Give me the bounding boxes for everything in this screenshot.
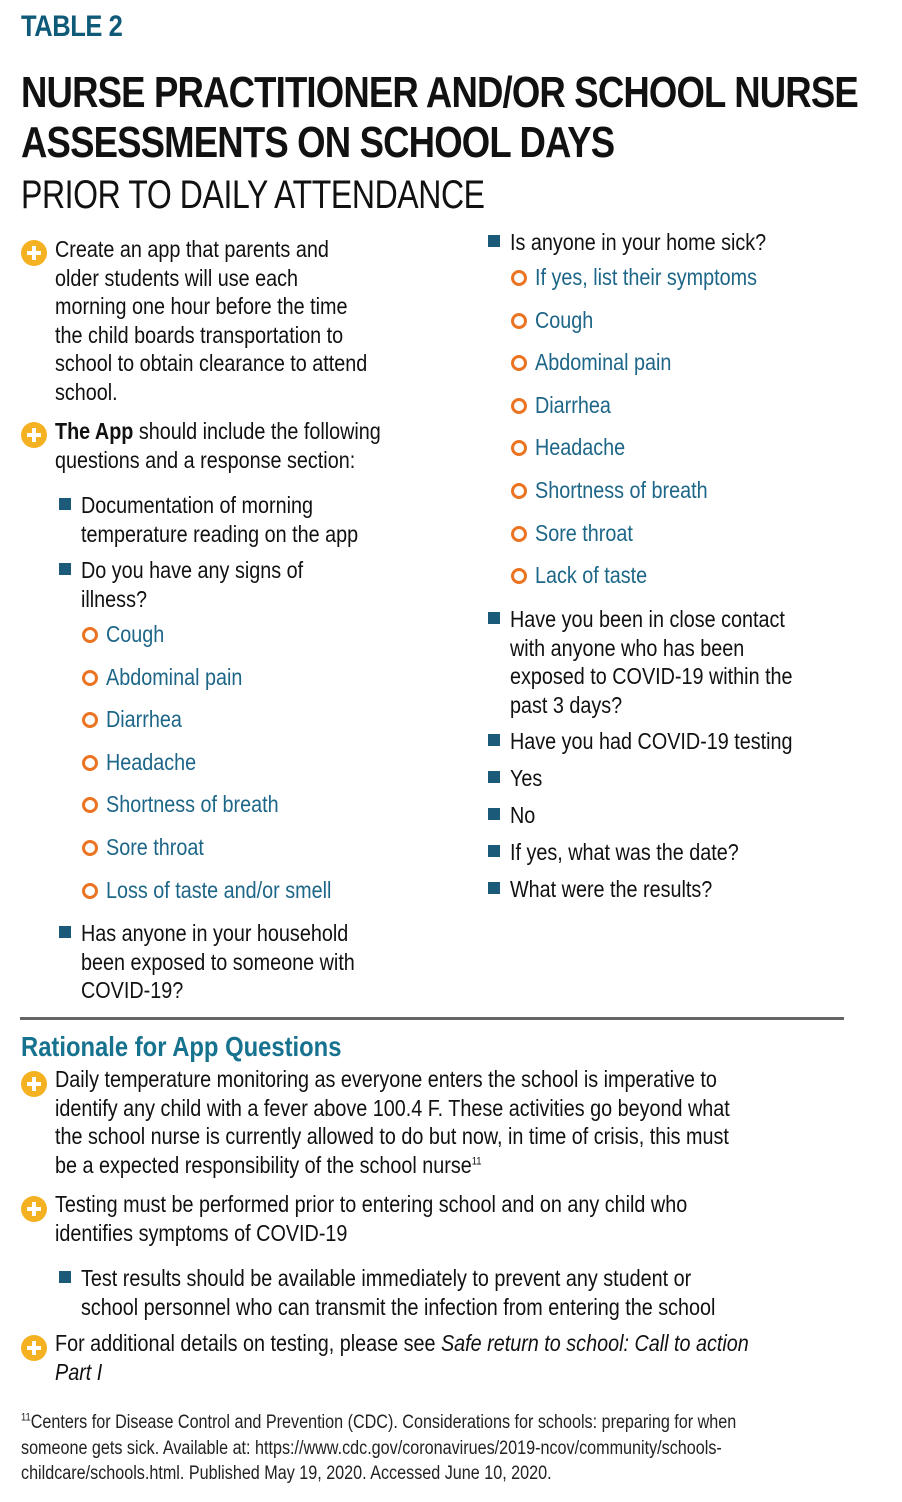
- square-bullet-icon: [488, 808, 500, 820]
- symptom-item: Abdominal pain: [535, 349, 672, 376]
- square-bullet-icon: [59, 1271, 71, 1283]
- symptom-item: If yes, list their symptoms: [535, 264, 758, 290]
- question-home-sick: Is anyone in your home sick?: [510, 229, 767, 255]
- app-bold: The App: [55, 418, 134, 444]
- page-title: NURSE PRACTITIONER AND/OR SCHOOL NURSE ASSESSMENTS ON SCHOOL DAYS: [21, 68, 858, 167]
- question-test-date: If yes, what was the date?: [510, 839, 739, 865]
- question-close-contact: Have you been in close contact with anyone who has been exposed to COVID-19 within the past 3 days?: [510, 606, 793, 718]
- square-bullet-icon: [59, 563, 71, 575]
- plus-bullet-icon: [21, 240, 47, 266]
- plus-bullet-icon: [21, 422, 47, 448]
- circle-bullet-icon: [511, 483, 527, 499]
- footnote: [21, 1410, 736, 1487]
- symptom-item: Abdominal pain: [106, 663, 243, 690]
- circle-bullet-icon: [82, 627, 98, 643]
- circle-bullet-icon: [511, 398, 527, 414]
- symptom-item: Cough: [106, 621, 165, 647]
- footnote-ref: 11: [471, 1154, 482, 1167]
- circle-bullet-icon: [82, 797, 98, 813]
- app-rest: should include the following questions and a response section:: [55, 418, 381, 473]
- symptom-item: Diarrhea: [535, 391, 611, 418]
- symptom-item: Shortness of breath: [106, 791, 279, 818]
- question-testing: Have you had COVID-19 testing: [510, 728, 793, 754]
- rationale-testing: Testing must be performed prior to entering school and on any child who identifies symptoms of COVID-19: [55, 1191, 688, 1246]
- page-subtitle: PRIOR TO DAILY ATTENDANCE: [21, 173, 485, 217]
- answer-yes: Yes: [510, 765, 543, 791]
- rationale-heading: Rationale for App Questions: [21, 1031, 342, 1062]
- intro-text: Create an app that parents and older students will use each morning one hour before the time the child boards transportation to school to obtain clearance to attend school.: [55, 236, 368, 405]
- symptom-item: Loss of taste and/or smell: [106, 876, 332, 903]
- symptom-item: Sore throat: [106, 834, 204, 860]
- square-bullet-icon: [488, 771, 500, 783]
- answer-no: No: [510, 802, 536, 828]
- square-bullet-icon: [488, 882, 500, 894]
- square-bullet-icon: [488, 235, 500, 247]
- question-test-results: What were the results?: [510, 876, 713, 902]
- rationale-additional-details: [55, 1329, 749, 1386]
- square-bullet-icon: [488, 612, 500, 624]
- plus-bullet-icon: [21, 1196, 47, 1222]
- footnote-text: Centers for Disease Control and Prevention (CDC). Considerations for schools: preparing for when someone gets sick. Available at: https://www.cdc.gov/coronavirues/2019-ncov/community/schools- childcare/schools.html. Published May 19, 2020. Accessed June 10, 2020.: [21, 1412, 737, 1484]
- circle-bullet-icon: [82, 755, 98, 771]
- circle-bullet-icon: [82, 712, 98, 728]
- reference-title: Safe return to school: Call to action Part I: [55, 1330, 749, 1385]
- symptom-item: Headache: [106, 748, 197, 775]
- symptom-item: Sore throat: [535, 519, 633, 546]
- rationale-temperature-text: Daily temperature monitoring as everyone enters the school is imperative to identify any child with a fever above 100.4 F. These activities go beyond what the school nurse is currently allowed to do but now, in time of crisis, this must be a expected responsibility of the school nurse: [55, 1066, 730, 1178]
- plus-bullet-icon: [21, 1335, 47, 1361]
- square-bullet-icon: [59, 498, 71, 510]
- section-divider: [20, 1017, 844, 1020]
- circle-bullet-icon: [511, 270, 527, 286]
- symptom-item: Lack of taste: [535, 562, 648, 589]
- question-temperature: Documentation of morning temperature reading on the app: [81, 492, 359, 547]
- symptom-item: Diarrhea: [106, 706, 182, 733]
- square-bullet-icon: [488, 734, 500, 746]
- circle-bullet-icon: [511, 355, 527, 371]
- circle-bullet-icon: [511, 313, 527, 329]
- plus-bullet-icon: [21, 1071, 47, 1097]
- circle-bullet-icon: [82, 883, 98, 899]
- square-bullet-icon: [488, 845, 500, 857]
- symptom-item: Cough: [535, 306, 594, 333]
- circle-bullet-icon: [511, 440, 527, 456]
- symptom-item: Headache: [535, 434, 626, 461]
- table-label: TABLE 2: [21, 10, 123, 43]
- rationale-test-results: Test results should be available immediately to prevent any student or school personnel who can transmit the infection from entering the school: [81, 1265, 716, 1320]
- rationale-temperature: [55, 1065, 730, 1179]
- circle-bullet-icon: [511, 568, 527, 584]
- app-include-text: [55, 417, 381, 474]
- rationale-additional-text: For additional details on testing, please see: [55, 1330, 441, 1356]
- circle-bullet-icon: [511, 526, 527, 542]
- question-household-exposure: Has anyone in your household been exposed to someone with COVID-19?: [81, 920, 355, 1003]
- circle-bullet-icon: [82, 840, 98, 856]
- symptom-item: Shortness of breath: [535, 477, 708, 503]
- footnote-number: 11: [21, 1411, 31, 1424]
- circle-bullet-icon: [82, 670, 98, 686]
- question-illness: Do you have any signs of illness?: [81, 557, 304, 612]
- square-bullet-icon: [59, 926, 71, 938]
